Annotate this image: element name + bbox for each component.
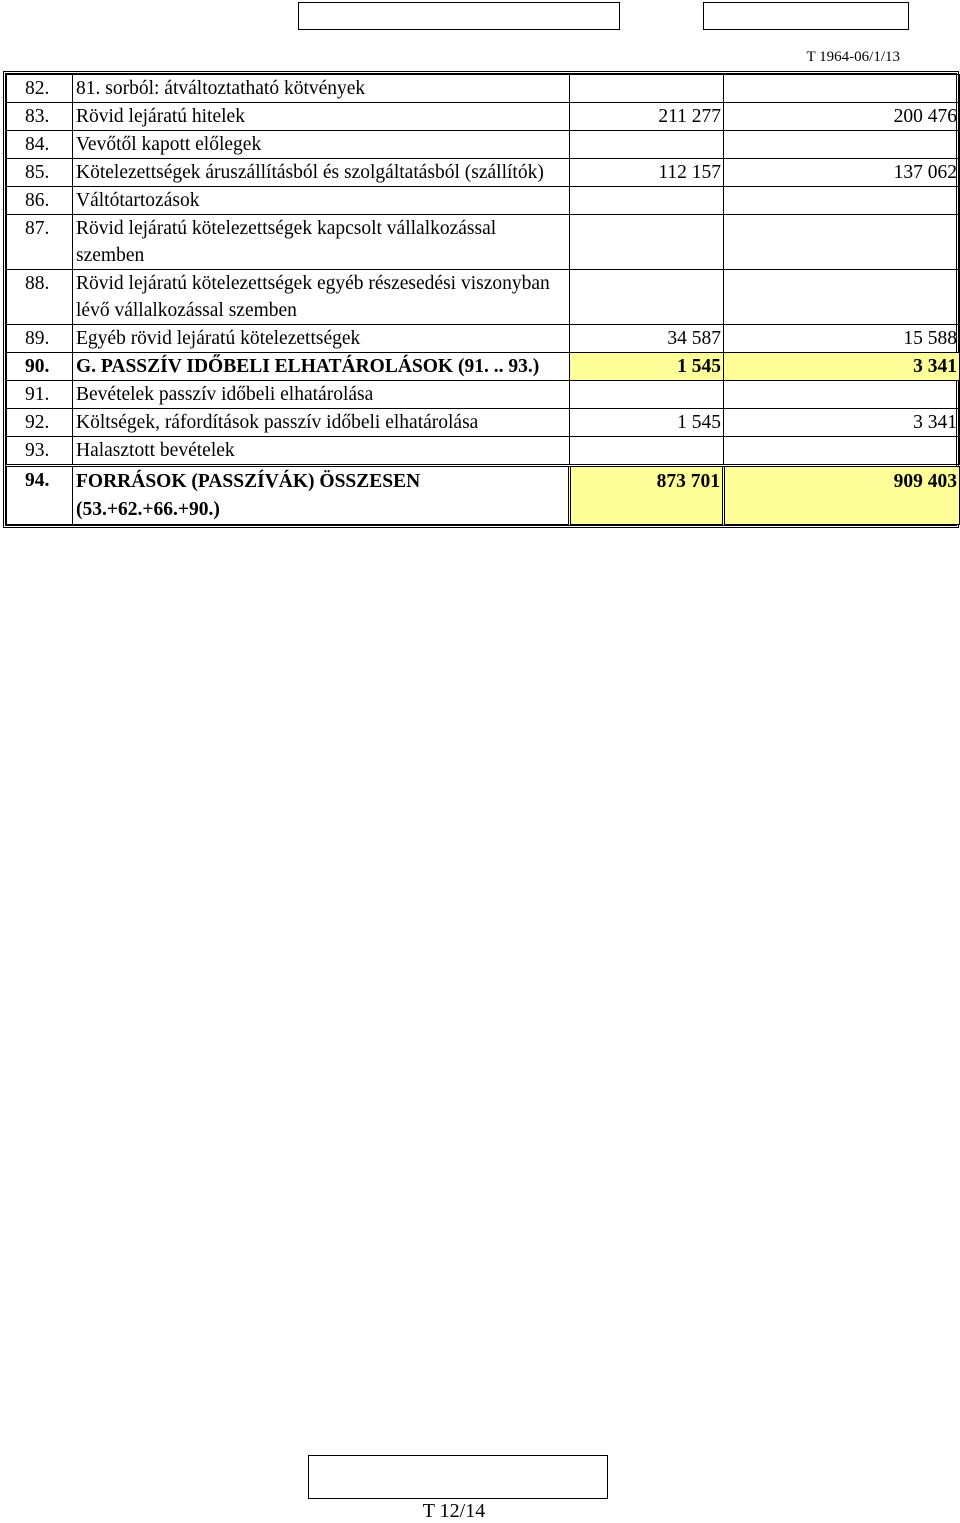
row-number: 92. [7, 409, 73, 437]
row-number: 84. [7, 131, 73, 159]
row-value-current [724, 381, 960, 409]
table-row [7, 215, 960, 270]
row-value-previous: 1 545 [570, 409, 724, 437]
row-label: G. PASSZÍV IDŐBELI ELHATÁROLÁSOK (91. .. 93.) [73, 353, 570, 381]
row-number: 83. [7, 103, 73, 131]
row-label: Egyéb rövid lejáratú kötelezettségek [73, 325, 570, 353]
row-number: 86. [7, 187, 73, 215]
row-value-current [724, 270, 960, 325]
row-value-current [724, 131, 960, 159]
header-field-box-right [703, 2, 909, 30]
row-value-previous: 211 277 [570, 103, 724, 131]
row-value-current: 909 403 [724, 466, 960, 525]
table-row [7, 131, 960, 159]
row-label: Bevételek passzív időbeli elhatárolása [73, 381, 570, 409]
row-value-current [724, 187, 960, 215]
row-value-current [724, 75, 960, 103]
row-number: 90. [7, 353, 73, 381]
row-value-current: 15 588 [724, 325, 960, 353]
row-value-current: 3 341 [724, 409, 960, 437]
row-value-previous [570, 381, 724, 409]
row-number: 87. [7, 215, 73, 270]
table-row [7, 75, 960, 103]
row-number: 93. [7, 437, 73, 466]
row-label: Rövid lejáratú kötelezettségek kapcsolt vállalkozással szemben [73, 215, 570, 270]
row-number: 85. [7, 159, 73, 187]
table-row [7, 103, 960, 131]
row-value-previous [570, 131, 724, 159]
table-row [7, 270, 960, 325]
row-value-previous: 1 545 [570, 353, 724, 381]
row-number: 88. [7, 270, 73, 325]
row-value-current: 3 341 [724, 353, 960, 381]
page-number: T 12/14 [422, 1500, 486, 1522]
row-value-previous [570, 75, 724, 103]
row-label: Rövid lejáratú hitelek [73, 103, 570, 131]
table-row [7, 409, 960, 437]
balance-sheet-table [3, 71, 959, 528]
row-value-current [724, 437, 960, 466]
row-label: Halasztott bevételek [73, 437, 570, 466]
row-value-previous: 34 587 [570, 325, 724, 353]
row-value-current: 137 062 [724, 159, 960, 187]
footer-field-box [308, 1455, 608, 1499]
row-label: FORRÁSOK (PASSZÍVÁK) ÖSSZESEN (53.+62.+66.+90.) [73, 466, 570, 525]
row-value-current [724, 215, 960, 270]
row-number: 94. [7, 466, 73, 525]
form-code: T 1964-06/1/13 [806, 49, 900, 65]
row-value-previous: 873 701 [570, 466, 724, 525]
row-value-previous: 112 157 [570, 159, 724, 187]
table-row [7, 187, 960, 215]
table-row-total [7, 466, 960, 525]
row-label: Vevőtől kapott előlegek [73, 131, 570, 159]
table-row-subtotal [7, 353, 960, 381]
row-value-previous [570, 215, 724, 270]
table-row [7, 381, 960, 409]
table-row [7, 159, 960, 187]
table-row [7, 325, 960, 353]
header-field-box-left [298, 2, 620, 30]
row-label: 81. sorból: átváltoztatható kötvények [73, 75, 570, 103]
row-value-current: 200 476 [724, 103, 960, 131]
table-row [7, 437, 960, 466]
row-number: 89. [7, 325, 73, 353]
row-label: Költségek, ráfordítások passzív időbeli elhatárolása [73, 409, 570, 437]
row-value-previous [570, 270, 724, 325]
row-value-previous [570, 437, 724, 466]
row-number: 82. [7, 75, 73, 103]
row-value-previous [570, 187, 724, 215]
row-label: Kötelezettségek áruszállításból és szolgáltatásból (szállítók) [73, 159, 570, 187]
row-label: Rövid lejáratú kötelezettségek egyéb részesedési viszonyban lévő vállalkozással szemben [73, 270, 570, 325]
row-label: Váltótartozások [73, 187, 570, 215]
row-number: 91. [7, 381, 73, 409]
